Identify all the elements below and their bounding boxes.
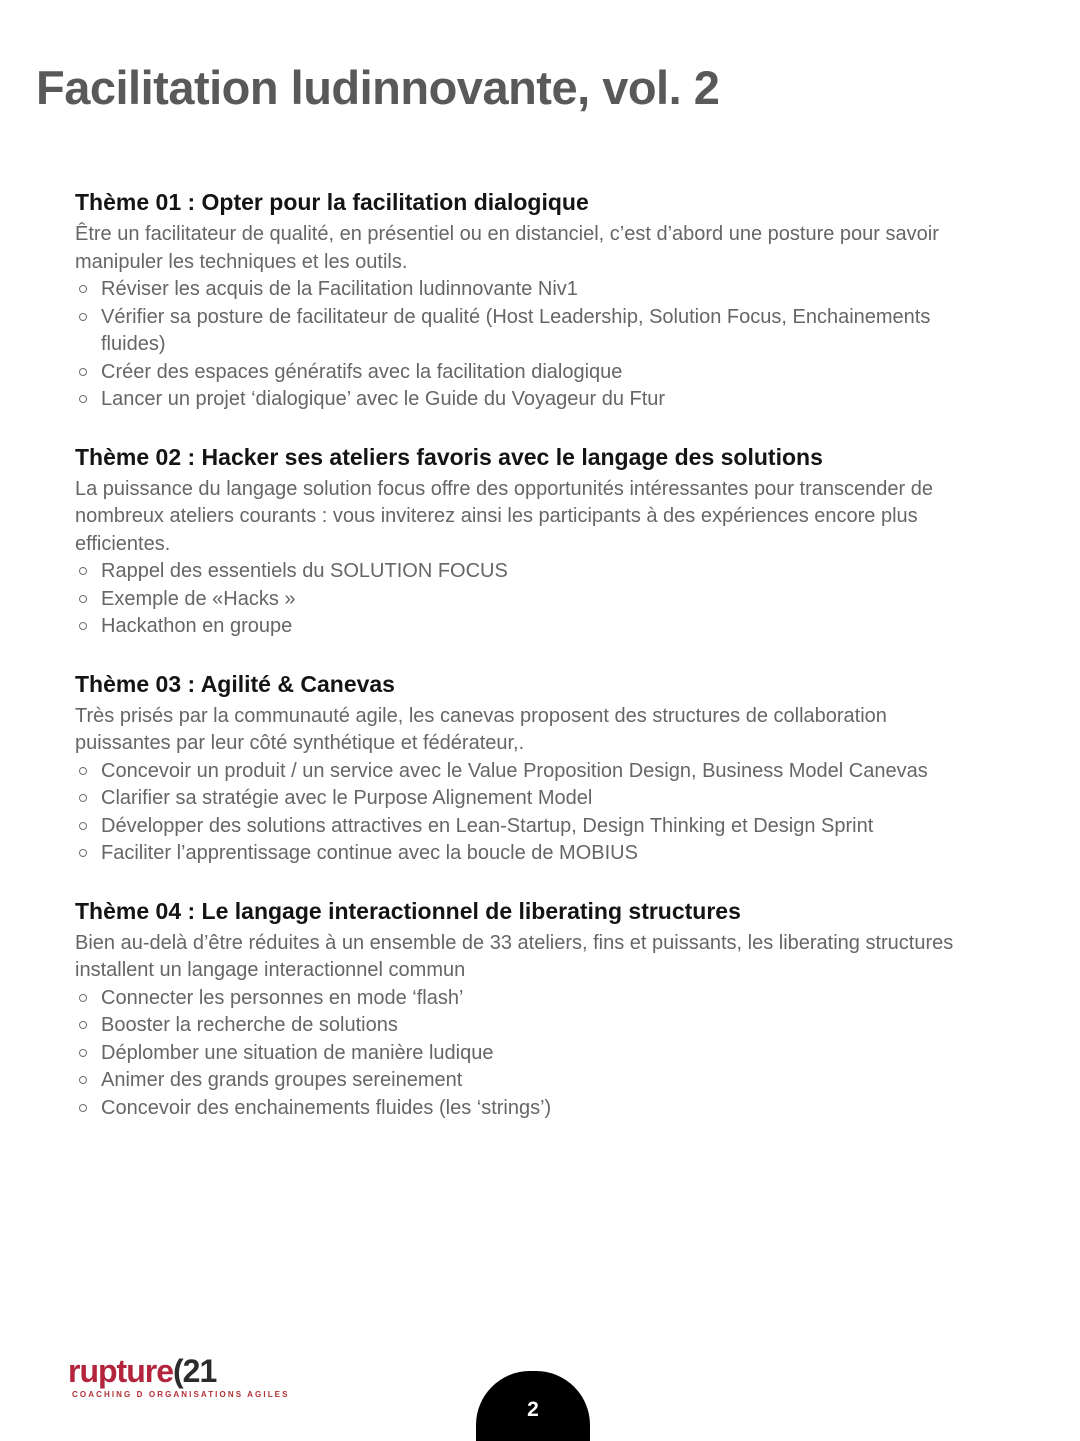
- bullet-icon: [79, 994, 87, 1002]
- theme-03-heading: Thème 03 : Agilité & Canevas: [75, 670, 395, 697]
- theme-01-section: [75, 186, 990, 414]
- list-item-text: Booster la recherche de solutions: [101, 1014, 398, 1036]
- page-title: Facilitation ludinnovante, vol. 2: [36, 61, 720, 114]
- bullet-icon: [79, 313, 87, 321]
- list-item-text: Exemple de «Hacks »: [101, 587, 296, 610]
- theme-03-intro: Très prisés par la communauté agile, les canevas proposent des structures de collaboration puissantes par leur côté synthétique et fédérateur,.: [75, 704, 887, 754]
- theme-04-heading: Thème 04 : Le langage interactionnel de liberating structures: [75, 897, 741, 924]
- list-item: [75, 1012, 980, 1040]
- theme-03-bullet-list: [75, 758, 980, 868]
- list-item: [75, 304, 980, 359]
- theme-02-heading: Thème 02 : Hacker ses ateliers favoris avec le langage des solutions: [75, 443, 823, 470]
- list-item: [75, 1095, 980, 1123]
- list-item: [75, 558, 980, 586]
- bullet-icon: [79, 1049, 87, 1057]
- theme-04-bullet-list: [75, 985, 980, 1123]
- theme-02-section: [75, 441, 990, 641]
- rupture21-logo-wordmark: [68, 1355, 290, 1387]
- theme-02-intro: La puissance du langage solution focus offre des opportunités intéressantes pour transcender de nombreux ateliers courants : vous inviterez ainsi les participants à des expériences encore plus efficientes.: [75, 477, 933, 555]
- bullet-icon: [79, 395, 87, 403]
- list-item-text: Vérifier sa posture de facilitateur de qualité (Host Leadership, Solution Focus, Enchainements fluides): [101, 305, 931, 355]
- list-item-text: Développer des solutions attractives en Lean-Startup, Design Thinking et Design Sprint: [101, 814, 874, 837]
- theme-03-section: [75, 668, 990, 868]
- bullet-icon: [79, 822, 87, 830]
- rupture21-logo: [68, 1355, 290, 1399]
- list-item: [75, 985, 980, 1013]
- list-item-text: Créer des espaces génératifs avec la facilitation dialogique: [101, 360, 623, 383]
- logo-brand-text: rupture: [68, 1353, 173, 1389]
- list-item-text: Hackathon en groupe: [101, 615, 293, 637]
- theme-01-bullet-list: [75, 276, 980, 414]
- list-item-text: Clarifier sa stratégie avec le Purpose Alignement Model: [101, 787, 593, 809]
- page-number: 2: [527, 1398, 539, 1421]
- list-item-text: Lancer un projet ‘dialogique’ avec le Guide du Voyageur du Ftur: [101, 388, 666, 410]
- theme-04-intro: Bien au-delà d’être réduites à un ensemble de 33 ateliers, fins et puissants, les liberating structures installent un langage interactionnel commun: [75, 931, 954, 981]
- bullet-icon: [79, 595, 87, 603]
- list-item-text: Déplomber une situation de manière ludique: [101, 1041, 494, 1064]
- list-item: [75, 276, 980, 304]
- bullet-icon: [79, 1076, 87, 1084]
- theme-01-heading: Thème 01 : Opter pour la facilitation dialogique: [75, 189, 589, 215]
- list-item-text: Réviser les acquis de la Facilitation ludinnovante Niv1: [101, 278, 578, 300]
- list-item: [75, 785, 980, 813]
- bullet-icon: [79, 767, 87, 775]
- list-item: [75, 840, 980, 868]
- theme-02-bullet-list: [75, 558, 980, 641]
- theme-01-intro: Être un facilitateur de qualité, en présentiel ou en distanciel, c’est d’abord une posture pour savoir manipuler les techniques et les outils.: [75, 223, 939, 273]
- page-number-badge: [476, 1371, 590, 1441]
- list-item-text: Concevoir des enchainements fluides (les ‘strings’): [101, 1096, 552, 1119]
- list-item: [75, 386, 980, 414]
- list-item-text: Rappel des essentiels du SOLUTION FOCUS: [101, 560, 508, 582]
- list-item-text: Connecter les personnes en mode ‘flash’: [101, 986, 464, 1009]
- list-item: [75, 1040, 980, 1068]
- list-item: [75, 586, 980, 614]
- bullet-icon: [79, 285, 87, 293]
- list-item-text: Faciliter l’apprentissage continue avec la boucle de MOBIUS: [101, 842, 638, 864]
- bullet-icon: [79, 368, 87, 376]
- list-item-text: Concevoir un produit / un service avec le Value Proposition Design, Business Model Canevas: [101, 759, 928, 782]
- bullet-icon: [79, 567, 87, 575]
- bullet-icon: [79, 1021, 87, 1029]
- bullet-icon: [79, 849, 87, 857]
- bullet-icon: [79, 794, 87, 802]
- list-item: [75, 758, 980, 786]
- bullet-icon: [79, 622, 87, 630]
- bullet-icon: [79, 1104, 87, 1112]
- logo-suffix-text: (21: [173, 1353, 217, 1389]
- list-item-text: Animer des grands groupes sereinement: [101, 1069, 463, 1091]
- list-item: [75, 613, 980, 641]
- theme-04-section: [75, 895, 990, 1123]
- list-item: [75, 1067, 980, 1095]
- logo-tagline: COACHING D ORGANISATIONS AGILES: [72, 1390, 290, 1399]
- list-item: [75, 359, 980, 387]
- course-program: [75, 186, 990, 1149]
- list-item: [75, 813, 980, 841]
